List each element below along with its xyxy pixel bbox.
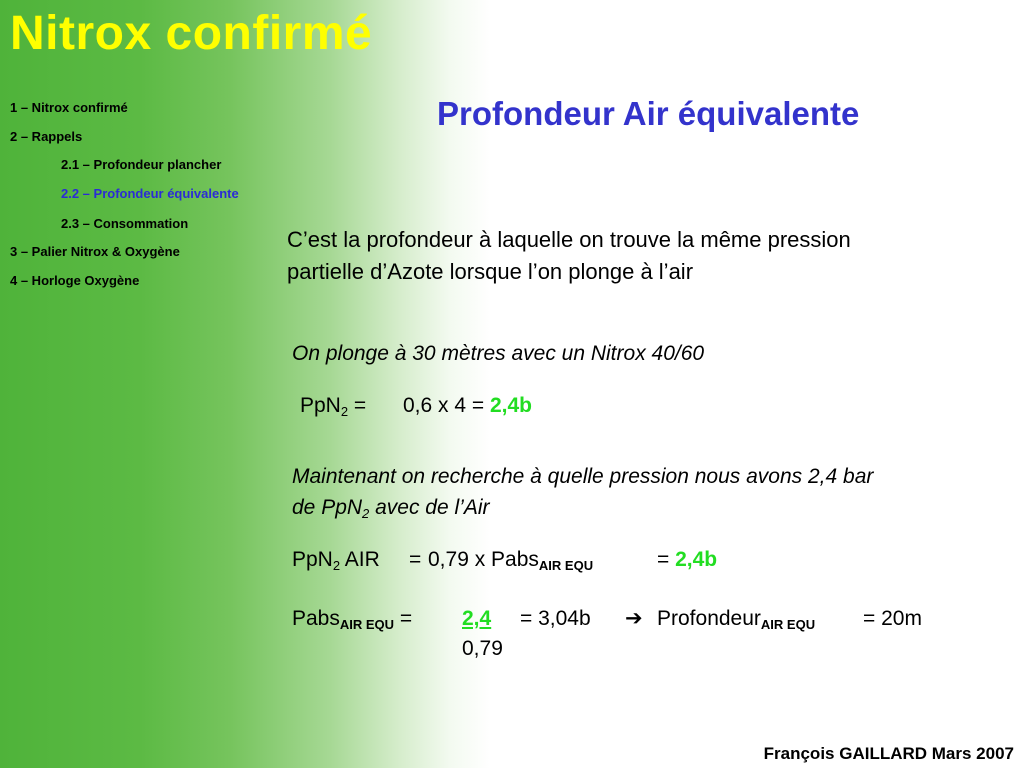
pabs-numerator-value: 2,4	[462, 607, 492, 630]
toc-item-rappels[interactable]: 2 – Rappels	[10, 129, 83, 144]
pabs-fraction-numerator	[462, 607, 491, 631]
air-calc-subscript: AIR EQU	[538, 558, 594, 573]
pabs-subscript: AIR EQU	[339, 617, 395, 632]
question-line-1: Maintenant on recherche à quelle pression nous avons 2,4 bar	[292, 465, 874, 488]
air-subscript: 2	[332, 558, 341, 573]
ppn2-subscript: 2	[340, 404, 349, 419]
depth-subscript: AIR EQU	[760, 617, 816, 632]
slide-title: Nitrox confirmé	[10, 7, 373, 60]
arrow-icon: ➔	[625, 607, 643, 630]
toc-item-horloge-oxygene[interactable]: 4 – Horloge Oxygène	[10, 273, 140, 288]
definition-line-2: partielle d’Azote lorsque l’on plonge à l’air	[287, 259, 694, 284]
definition-line-1: C’est la profondeur à laquelle on trouve la même pression	[287, 227, 851, 252]
pabs-fraction-denominator: 0,79	[462, 637, 503, 660]
ppn2-result: 2,4b	[489, 394, 533, 417]
air-equals: =	[409, 548, 422, 571]
air-result-equals: =	[657, 548, 670, 571]
depth-result: = 20m	[863, 607, 922, 630]
air-calculation	[428, 548, 593, 572]
question-line-2	[292, 492, 873, 523]
example-text: On plonge à 30 mètres avec un Nitrox 40/60	[292, 342, 705, 365]
pabs-result: = 3,04b	[520, 607, 591, 630]
pabs-equals: =	[399, 607, 413, 630]
definition-text	[287, 224, 851, 288]
air-result	[657, 548, 717, 572]
ppn2-calculation	[403, 394, 532, 418]
ppn2-calc-text: 0,6 x 4 =	[403, 394, 490, 417]
air-ppn-text: PpN	[292, 548, 333, 571]
footer-author: François GAILLARD Mars 2007	[763, 744, 1014, 763]
toc-item-consommation[interactable]: 2.3 – Consommation	[61, 216, 189, 231]
toc-item-profondeur-equivalente[interactable]: 2.2 – Profondeur équivalente	[61, 186, 239, 201]
air-text: AIR	[340, 548, 380, 571]
toc-item-profondeur-plancher[interactable]: 2.1 – Profondeur plancher	[61, 157, 222, 172]
slide-subtitle: Profondeur Air équivalente	[437, 95, 860, 132]
air-calc-text: 0,79 x Pabs	[428, 548, 539, 571]
question-subscript: 2	[362, 506, 370, 521]
depth-label	[657, 607, 815, 631]
toc-item-palier-nitrox[interactable]: 3 – Palier Nitrox & Oxygène	[10, 244, 180, 259]
depth-text: Profondeur	[657, 607, 761, 630]
pabs-text: Pabs	[292, 607, 340, 630]
question-ppn-text: de PpN	[292, 496, 363, 519]
ppn2-label-text: PpN	[300, 394, 341, 417]
pabs-label	[292, 607, 412, 631]
ppn2-label	[300, 394, 366, 418]
question-air-text: avec de l’Air	[369, 496, 490, 519]
toc-item-nitrox-confirme[interactable]: 1 – Nitrox confirmé	[10, 100, 128, 115]
question-text	[292, 461, 873, 523]
air-result-value: 2,4b	[675, 548, 718, 571]
air-equation-label	[292, 548, 380, 572]
ppn2-equals: =	[348, 394, 367, 417]
